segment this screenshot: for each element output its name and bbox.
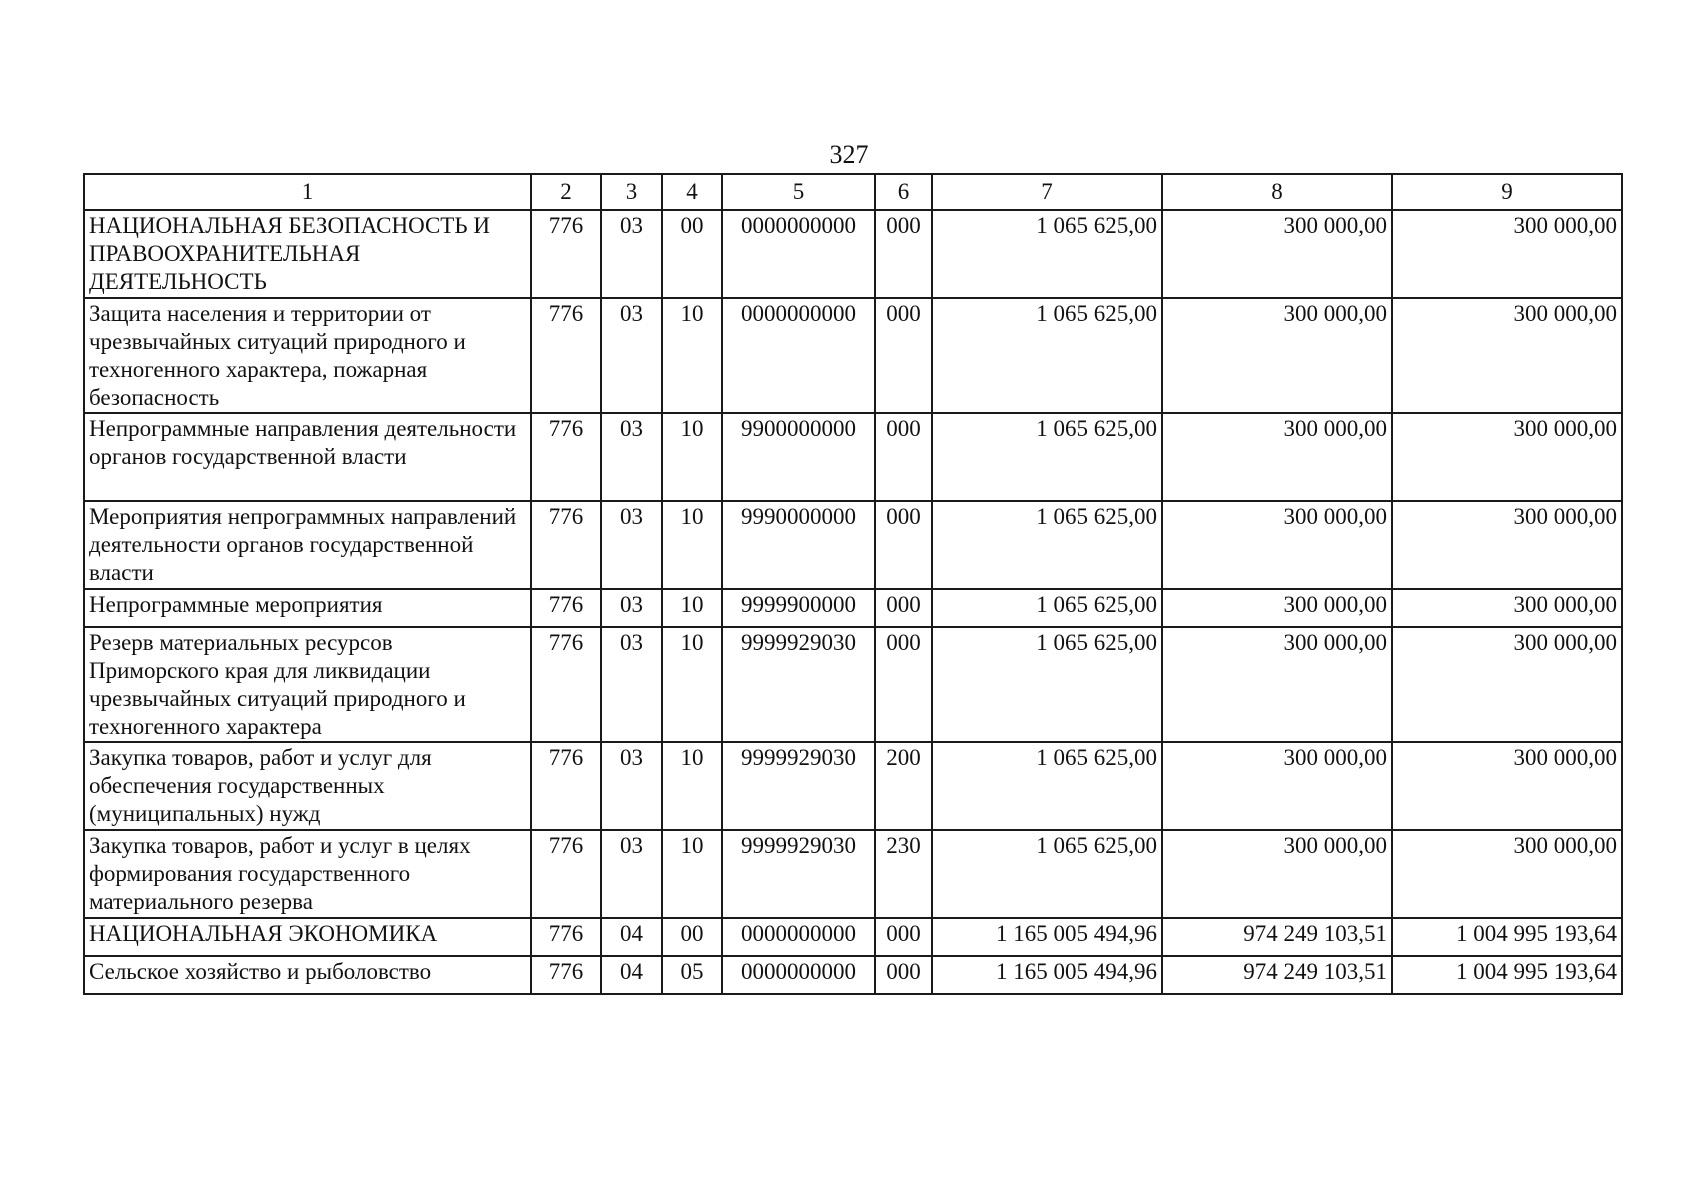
row-amount-8 (1162, 627, 1392, 742)
table-row (84, 956, 1622, 994)
header-col-8: 8 (1162, 174, 1392, 210)
row-expense-type: 000 (875, 956, 932, 994)
row-amount-7 (932, 589, 1162, 627)
amount-value: 1 065 625,00 (1036, 301, 1157, 326)
row-amount-7 (932, 627, 1162, 742)
amount-value: 300 000,00 (1513, 213, 1617, 238)
table-row (84, 298, 1622, 413)
row-amount-7 (932, 918, 1162, 956)
row-name: НАЦИОНАЛЬНАЯ БЕЗОПАСНОСТЬ И ПРАВООХРАНИТЕЛЬНАЯ ДЕЯТЕЛЬНОСТЬ (84, 210, 531, 298)
row-name: НАЦИОНАЛЬНАЯ ЭКОНОМИКА (84, 918, 531, 956)
row-amount-9 (1392, 298, 1622, 413)
amount-value: 300 000,00 (1283, 630, 1387, 655)
row-subsection-code: 10 (662, 413, 722, 501)
row-section-code: 03 (601, 413, 662, 501)
amount-value: 300 000,00 (1283, 504, 1387, 529)
row-name: Закупка товаров, работ и услуг для обеспечения государственных (муниципальных) нужд (84, 742, 531, 830)
amount-value: 1 065 625,00 (1036, 504, 1157, 529)
row-amount-8 (1162, 830, 1392, 918)
header-col-7: 7 (932, 174, 1162, 210)
row-subsection-code: 10 (662, 830, 722, 918)
row-amount-8 (1162, 298, 1392, 413)
row-target-code: 0000000000 (722, 298, 875, 413)
row-target-code: 0000000000 (722, 210, 875, 298)
table-row (84, 742, 1622, 830)
row-name: Непрограммные мероприятия (84, 589, 531, 627)
amount-value: 1 065 625,00 (1036, 833, 1157, 858)
row-admin-code: 776 (531, 210, 601, 298)
amount-value: 1 065 625,00 (1036, 213, 1157, 238)
row-target-code: 9999900000 (722, 589, 875, 627)
row-amount-7 (932, 298, 1162, 413)
row-amount-9 (1392, 413, 1622, 501)
row-target-code: 9999929030 (722, 742, 875, 830)
amount-value: 1 165 005 494,96 (996, 959, 1157, 984)
table-row (84, 501, 1622, 589)
row-section-code: 03 (601, 589, 662, 627)
row-amount-8 (1162, 413, 1392, 501)
row-amount-9 (1392, 918, 1622, 956)
row-subsection-code: 10 (662, 589, 722, 627)
row-amount-8 (1162, 501, 1392, 589)
row-amount-9 (1392, 501, 1622, 589)
row-target-code: 9990000000 (722, 501, 875, 589)
row-section-code: 03 (601, 742, 662, 830)
amount-value: 1 004 995 193,64 (1456, 921, 1617, 946)
row-amount-8 (1162, 918, 1392, 956)
row-amount-7 (932, 210, 1162, 298)
row-amount-9 (1392, 830, 1622, 918)
row-target-code: 0000000000 (722, 918, 875, 956)
amount-value: 1 165 005 494,96 (996, 921, 1157, 946)
row-name: Закупка товаров, работ и услуг в целях формирования государственного материального резерва (84, 830, 531, 918)
amount-value: 300 000,00 (1513, 592, 1617, 617)
row-admin-code: 776 (531, 413, 601, 501)
row-section-code: 03 (601, 210, 662, 298)
row-section-code: 03 (601, 501, 662, 589)
row-name: Сельское хозяйство и рыболовство (84, 956, 531, 994)
row-expense-type: 000 (875, 501, 932, 589)
row-amount-8 (1162, 956, 1392, 994)
header-col-1: 1 (84, 174, 531, 210)
row-amount-7 (932, 501, 1162, 589)
row-amount-9 (1392, 627, 1622, 742)
row-target-code: 0000000000 (722, 956, 875, 994)
row-amount-9 (1392, 956, 1622, 994)
row-subsection-code: 10 (662, 742, 722, 830)
amount-value: 300 000,00 (1283, 833, 1387, 858)
row-subsection-code: 00 (662, 918, 722, 956)
table-row (84, 918, 1622, 956)
amount-value: 974 249 103,51 (1243, 959, 1387, 984)
page-number: 327 (829, 140, 869, 169)
amount-value: 974 249 103,51 (1243, 921, 1387, 946)
amount-value: 300 000,00 (1283, 745, 1387, 770)
amount-value: 300 000,00 (1513, 833, 1617, 858)
row-target-code: 9900000000 (722, 413, 875, 501)
row-admin-code: 776 (531, 830, 601, 918)
table-row (84, 830, 1622, 918)
row-expense-type: 000 (875, 918, 932, 956)
header-col-4: 4 (662, 174, 722, 210)
row-amount-9 (1392, 210, 1622, 298)
row-amount-8 (1162, 589, 1392, 627)
header-col-9: 9 (1392, 174, 1622, 210)
row-amount-7 (932, 742, 1162, 830)
amount-value: 300 000,00 (1283, 416, 1387, 441)
row-name: Мероприятия непрограммных направлений деятельности органов государственной власти (84, 501, 531, 589)
row-amount-9 (1392, 742, 1622, 830)
row-section-code: 03 (601, 298, 662, 413)
row-admin-code: 776 (531, 956, 601, 994)
row-expense-type: 200 (875, 742, 932, 830)
row-admin-code: 776 (531, 501, 601, 589)
row-subsection-code: 10 (662, 627, 722, 742)
row-admin-code: 776 (531, 742, 601, 830)
table-row (84, 589, 1622, 627)
row-expense-type: 000 (875, 413, 932, 501)
row-admin-code: 776 (531, 918, 601, 956)
row-subsection-code: 10 (662, 298, 722, 413)
row-expense-type: 000 (875, 627, 932, 742)
header-row (84, 174, 1622, 210)
amount-value: 300 000,00 (1283, 592, 1387, 617)
table-row (84, 627, 1622, 742)
amount-value: 300 000,00 (1513, 630, 1617, 655)
header-col-6: 6 (875, 174, 932, 210)
amount-value: 1 065 625,00 (1036, 592, 1157, 617)
row-admin-code: 776 (531, 589, 601, 627)
row-name: Резерв материальных ресурсов Приморского края для ликвидации чрезвычайных ситуаций природного и техногенного характера (84, 627, 531, 742)
row-section-code: 04 (601, 956, 662, 994)
table-row (84, 413, 1622, 501)
row-amount-7 (932, 956, 1162, 994)
row-amount-8 (1162, 742, 1392, 830)
row-amount-9 (1392, 589, 1622, 627)
amount-value: 1 004 995 193,64 (1456, 959, 1617, 984)
row-section-code: 03 (601, 627, 662, 742)
header-col-2: 2 (531, 174, 601, 210)
row-expense-type: 000 (875, 589, 932, 627)
row-expense-type: 000 (875, 210, 932, 298)
amount-value: 1 065 625,00 (1036, 416, 1157, 441)
row-section-code: 03 (601, 830, 662, 918)
table-row (84, 210, 1622, 298)
row-expense-type: 000 (875, 298, 932, 413)
amount-value: 1 065 625,00 (1036, 745, 1157, 770)
amount-value: 300 000,00 (1283, 213, 1387, 238)
row-amount-8 (1162, 210, 1392, 298)
amount-value: 300 000,00 (1513, 504, 1617, 529)
header-col-5: 5 (722, 174, 875, 210)
row-name: Защита населения и территории от чрезвычайных ситуаций природного и техногенного характера, пожарная безопасность (84, 298, 531, 413)
amount-value: 300 000,00 (1513, 416, 1617, 441)
row-amount-7 (932, 830, 1162, 918)
row-target-code: 9999929030 (722, 627, 875, 742)
amount-value: 300 000,00 (1283, 301, 1387, 326)
header-col-3: 3 (601, 174, 662, 210)
row-section-code: 04 (601, 918, 662, 956)
amount-value: 300 000,00 (1513, 301, 1617, 326)
row-subsection-code: 10 (662, 501, 722, 589)
row-expense-type: 230 (875, 830, 932, 918)
row-name: Непрограммные направления деятельности органов государственной власти (84, 413, 531, 501)
row-amount-7 (932, 413, 1162, 501)
amount-value: 1 065 625,00 (1036, 630, 1157, 655)
row-target-code: 9999929030 (722, 830, 875, 918)
row-subsection-code: 05 (662, 956, 722, 994)
row-admin-code: 776 (531, 298, 601, 413)
row-admin-code: 776 (531, 627, 601, 742)
amount-value: 300 000,00 (1513, 745, 1617, 770)
budget-table (83, 173, 1623, 995)
row-subsection-code: 00 (662, 210, 722, 298)
